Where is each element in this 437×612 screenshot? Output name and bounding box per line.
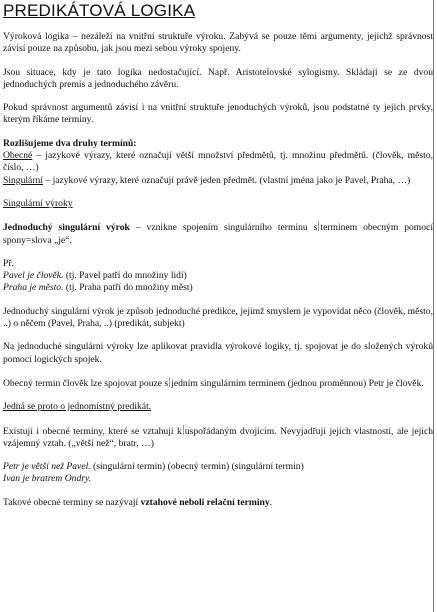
p8-start: Takové obecné terminy se nazývají: [3, 496, 141, 508]
paragraph-propositional-logic: Výroková logika – nezáleží na vnitřní struktuře výroku. Zabývá se pouze těmi argumenty, jejichž správnost závisí pouze na způsobu, jak jsou mezi sebou výroky spojeny.: [3, 31, 433, 55]
paragraph-predication: Jednoduchý singulární výrok je způsob jednoduché predikce, jejímž smyslem je vypovídat něco (člověk, město, ..) o něčem (Pavel, Praha, ..) (predikát, subjekt): [3, 305, 433, 330]
one-place-predicate-note: Jedná se proto o jednomístný predikát.: [3, 401, 152, 413]
example-relation-line-1: [3, 461, 433, 473]
paragraph-relational-definition: [3, 497, 433, 509]
example-relation-line-2: Ivan je bratrem Ondry.: [3, 473, 92, 485]
p7-text-a: Existují i obecné terminy, které se vztahují k: [3, 425, 182, 437]
simple-singular-text-b: terminem obecným pomocí spony=slova „je“.: [3, 222, 433, 246]
paragraph-terms: Pokud správnost argumentů závisí i na vnitřní struktuře jenoduchých výroků, jsou podstatné ty jejich prvky, kterým říkáme terminy.: [3, 102, 433, 126]
page-edge-rule: [433, 0, 434, 612]
relation-example-1-rest: (singulární termin) (obecný termin) (singulární termin): [90, 461, 304, 473]
general-terms-text: – jazykové výrazy, které označují větší množství předmětů, tj. množinu předmětů. (člověk, město, číslo, …): [3, 150, 433, 174]
singular-terms-text: – jazykové výrazy, které označují právě jeden předmět. (vlastní jména jako je Pavel, Praha, …): [42, 174, 411, 186]
p6-text-a: Obecný termin člověk lze spojovat pouze s: [3, 377, 169, 389]
page-title: PREDIKÁTOVÁ LOGIKA: [3, 1, 196, 20]
definition-general-terms: [3, 150, 433, 175]
heading-term-kinds: Rozlišujeme dva druhy termínů:: [3, 137, 137, 149]
simple-singular-label: Jednoduchý singulární výrok: [3, 222, 130, 234]
paragraph-general-term-human: [3, 377, 433, 390]
example-2-italic: Praha je město.: [3, 282, 64, 294]
singular-terms-label: Singulární: [3, 174, 43, 186]
paragraph-simple-singular: [3, 221, 433, 247]
paragraph-relational-terms: [3, 425, 433, 451]
relation-example-1-italic: Petr je větší než Pavel.: [3, 461, 91, 473]
simple-singular-text-a: – vznikne spojením singulárního terminu s: [129, 222, 318, 234]
example-line-1: [3, 270, 433, 282]
heading-singular-statements: Singulární výroky: [3, 197, 73, 209]
p8-end: .: [269, 496, 273, 508]
example-1-italic: Pavel je člověk.: [3, 270, 64, 282]
p7-text-b: uspořádaným dvojicím. Nevyjadřují jejich vlastnosti, ale jejich vzájemný vztah. („větší než“, bratr, …): [3, 425, 433, 449]
paragraph-insufficiency: Jsou situace, kdy je tato logika nedostačující. Např. Aristotelovské sylogismy. Skládají se ze dvou jednoduchých premis a jednoduchého závěru.: [3, 66, 433, 90]
example-1-rest: (tj. Pavel patří do množiny lidí): [63, 270, 187, 282]
example-line-2: [3, 282, 433, 294]
p8-bold-term: vztahové neboli relační terminy: [140, 496, 270, 508]
example-2-rest: (tj. Praha patří do množiny měst): [63, 282, 193, 294]
paragraph-logic-rules: Na jednoduché singulární výroky lze aplikovat pravidla výrokové logiky, tj. spojovat je do složených výroků pomocí logických spojek.: [3, 341, 433, 365]
example-label: Př.: [3, 257, 14, 269]
text-cursor-mark: [183, 425, 184, 435]
p6-text-b: jedním singulárním terminem (jednou proměnnou) Petr je člověk.: [171, 377, 424, 389]
general-terms-label: Obecné: [3, 150, 33, 162]
definition-singular-terms: [3, 175, 433, 187]
